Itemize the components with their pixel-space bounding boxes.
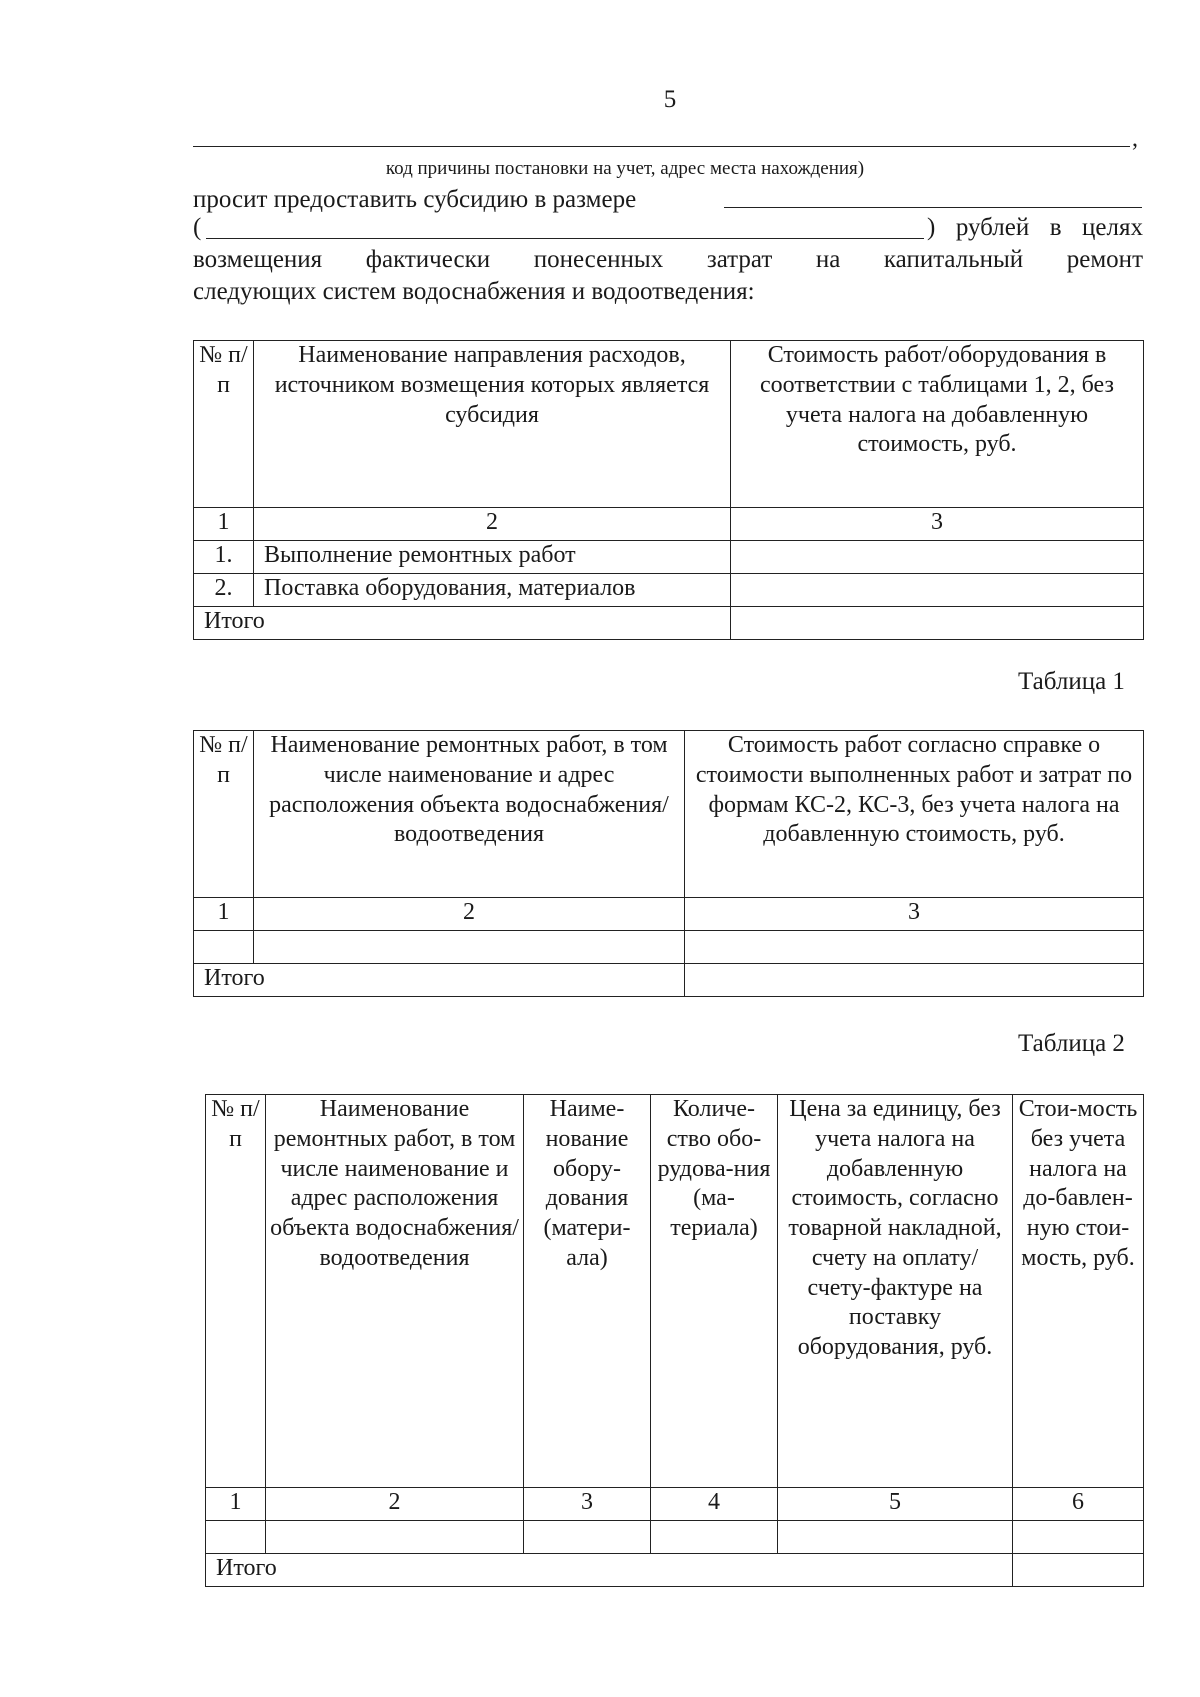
row-cost-cell — [731, 541, 1144, 574]
table2 — [205, 1094, 1144, 1587]
empty-cell — [524, 1521, 651, 1554]
row-number: 2. — [194, 574, 254, 607]
total-cost-cell — [685, 964, 1144, 997]
column-number-row — [206, 1488, 1144, 1521]
col-quantity-header: Количе-ство обо-рудова-ния (ма-териала) — [651, 1095, 778, 1488]
col-cost-header: Стои-мость без учета налога на до-бавлен-ную стои-мость, руб. — [1013, 1095, 1144, 1488]
column-number: 3 — [731, 508, 1144, 541]
column-number: 5 — [778, 1488, 1013, 1521]
requisites-caption: код причины постановки на учет, адрес места нахождения) — [385, 158, 865, 179]
table1-label: Таблица 1 — [1018, 668, 1125, 695]
col-cost-header: Стоимость работ согласно справке о стоимости выполненных работ и затрат по формам КС-2, КС-3, без учета налога на добавленную стоимость, руб. — [685, 731, 1144, 898]
table-row — [194, 574, 1144, 607]
page-number: 5 — [663, 86, 677, 113]
col-no-header: № п/п — [194, 731, 254, 898]
column-number: 2 — [266, 1488, 524, 1521]
row-name-cell — [254, 931, 685, 964]
column-number: 1 — [194, 508, 254, 541]
column-number: 2 — [254, 898, 685, 931]
col-equipment-header: Наиме-нование обору-дования (матери-ала) — [524, 1095, 651, 1488]
empty-cell — [266, 1521, 524, 1554]
row-number: 1. — [194, 541, 254, 574]
total-label: Итого — [194, 964, 685, 997]
col-price-header: Цена за единицу, без учета налога на добавленную стоимость, согласно товарной накладной, счету на оплату/ счету-фактуре на поставку оборудования, руб. — [778, 1095, 1013, 1488]
table-row — [194, 541, 1144, 574]
total-row — [194, 964, 1144, 997]
row-name: Поставка оборудования, материалов — [254, 574, 731, 607]
empty-cell — [206, 1521, 266, 1554]
table-row — [206, 1521, 1144, 1554]
total-cost-cell — [1013, 1554, 1144, 1587]
amount-fill-line — [724, 207, 1142, 208]
col-no-header: № п/п — [194, 341, 254, 508]
row-number-cell — [194, 931, 254, 964]
table-row — [194, 931, 1144, 964]
col-name-header: Наименование ремонтных работ, в том числе наименование и адрес расположения объекта водоснабжения/ водоотведения — [254, 731, 685, 898]
col-cost-header: Стоимость работ/оборудования в соответствии с таблицами 1, 2, без учета налога на добавленную стоимость, руб. — [731, 341, 1144, 508]
systems-line: следующих систем водоснабжения и водоотведения: — [193, 278, 755, 305]
column-number: 3 — [685, 898, 1144, 931]
request-line: просит предоставить субсидию в размере — [193, 186, 637, 213]
column-number: 6 — [1013, 1488, 1144, 1521]
total-row — [206, 1554, 1144, 1587]
summary-table — [193, 340, 1144, 640]
table2-label: Таблица 2 — [1018, 1030, 1125, 1057]
column-number-row — [194, 508, 1144, 541]
column-number: 1 — [206, 1488, 266, 1521]
trailing-comma: , — [1132, 126, 1138, 152]
col-name-header: Наименование ремонтных работ, в том числе наименование и адрес расположения объекта водоснабжения/ водоотведения — [266, 1095, 524, 1488]
organization-fill-line — [193, 146, 1130, 147]
table-header-row — [206, 1095, 1144, 1488]
paren-open: ( — [193, 214, 202, 241]
table-header-row — [194, 341, 1144, 508]
total-label: Итого — [206, 1554, 1013, 1587]
total-cost-cell — [731, 607, 1144, 640]
column-number: 2 — [254, 508, 731, 541]
row-cost-cell — [685, 931, 1144, 964]
total-label: Итого — [194, 607, 731, 640]
total-row — [194, 607, 1144, 640]
col-no-header: № п/п — [206, 1095, 266, 1488]
reimbursement-line: возмещения фактически понесенных затрат на капитальный ремонт — [193, 246, 1143, 273]
table-header-row — [194, 731, 1144, 898]
table1 — [193, 730, 1144, 997]
row-name: Выполнение ремонтных работ — [254, 541, 731, 574]
row-cost-cell — [731, 574, 1144, 607]
column-number: 4 — [651, 1488, 778, 1521]
empty-cell — [778, 1521, 1013, 1554]
empty-cell — [651, 1521, 778, 1554]
col-name-header: Наименование направления расходов, источником возмещения которых является субсидия — [254, 341, 731, 508]
column-number-row — [194, 898, 1144, 931]
amount-words-fill-line — [206, 238, 924, 239]
column-number: 3 — [524, 1488, 651, 1521]
empty-cell — [1013, 1521, 1144, 1554]
column-number: 1 — [194, 898, 254, 931]
rubles-line: ) рублей в целях — [927, 214, 1143, 241]
